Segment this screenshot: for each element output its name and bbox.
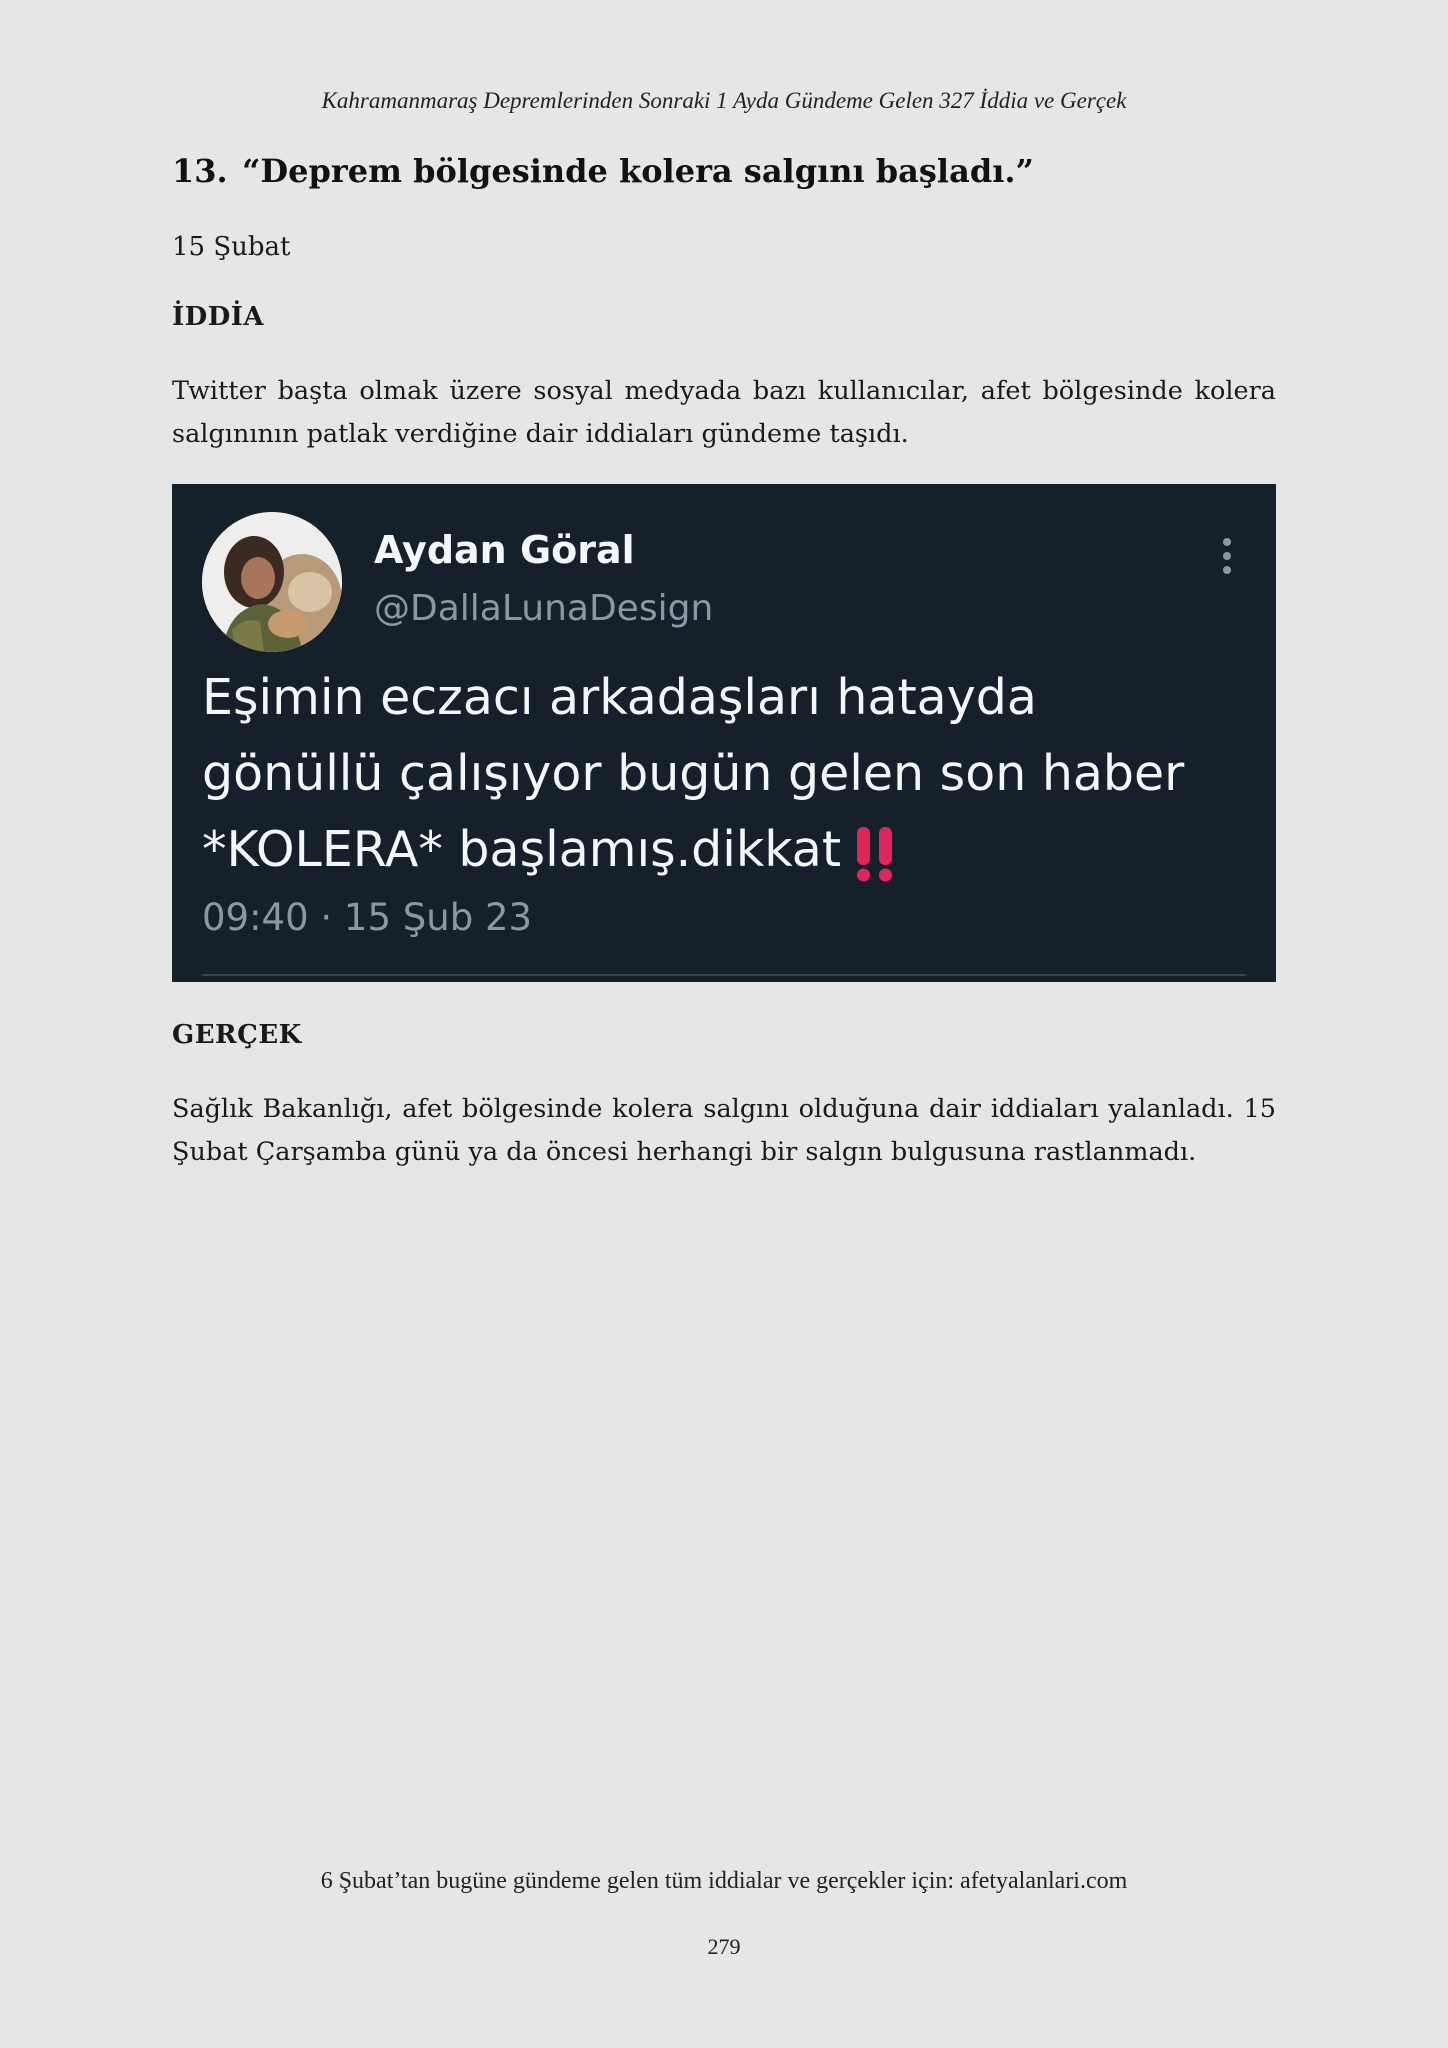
- tweet-line: Eşimin eczacı arkadaşları hatayda: [202, 669, 1037, 726]
- tweet-line: *KOLERA* başlamış.dikkat: [202, 821, 842, 878]
- claim-title: “Deprem bölgesinde kolera salgını başladı.”: [242, 152, 1034, 190]
- iddia-paragraph: Twitter başta olmak üzere sosyal medyada bazı kullanıcılar, afet bölgesinde kolera salgınının patlak verdiğine dair iddiaları gündeme taşıdı.: [172, 376, 1276, 449]
- tweet-author-handle: @DallaLunaDesign: [374, 588, 714, 629]
- page-number: 279: [707, 1934, 741, 1959]
- more-vertical-icon: [1222, 536, 1232, 576]
- iddia-label: İDDİA: [172, 302, 265, 332]
- tweet-line: gönüllü çalışıyor bugün gelen son haber: [202, 745, 1185, 802]
- tweet-timestamp: 09:40 · 15 Şub 23: [202, 896, 533, 939]
- footer-note: 6 Şubat’tan bugüne gündeme gelen tüm iddialar ve gerçekler için: afetyalanlari.com: [320, 1868, 1128, 1894]
- claim-number: 13.: [172, 152, 228, 190]
- avatar-photo: [202, 512, 342, 652]
- tweet-screenshot: [172, 484, 1276, 982]
- tweet-line-last: [202, 812, 1262, 888]
- claim-heading: [172, 152, 1034, 190]
- gercek-paragraph: Sağlık Bakanlığı, afet bölgesinde kolera salgını olduğuna dair iddiaları yalanladı. 15 Şubat Çarşamba günü ya da öncesi herhangi bir salgın bulgusuna rastlanmadı.: [172, 1094, 1276, 1167]
- claim-date: 15 Şubat: [172, 232, 291, 262]
- running-header: Kahramanmaraş Depremlerinden Sonraki 1 Ayda Gündeme Gelen 327 İddia ve Gerçek: [321, 88, 1127, 113]
- avatar: [202, 512, 342, 652]
- tweet-author-name: Aydan Göral: [374, 528, 635, 572]
- double-exclamation-icon: [851, 823, 899, 883]
- tweet-divider: [202, 974, 1246, 976]
- gercek-label: GERÇEK: [172, 1020, 302, 1050]
- tweet-text: [202, 660, 1262, 888]
